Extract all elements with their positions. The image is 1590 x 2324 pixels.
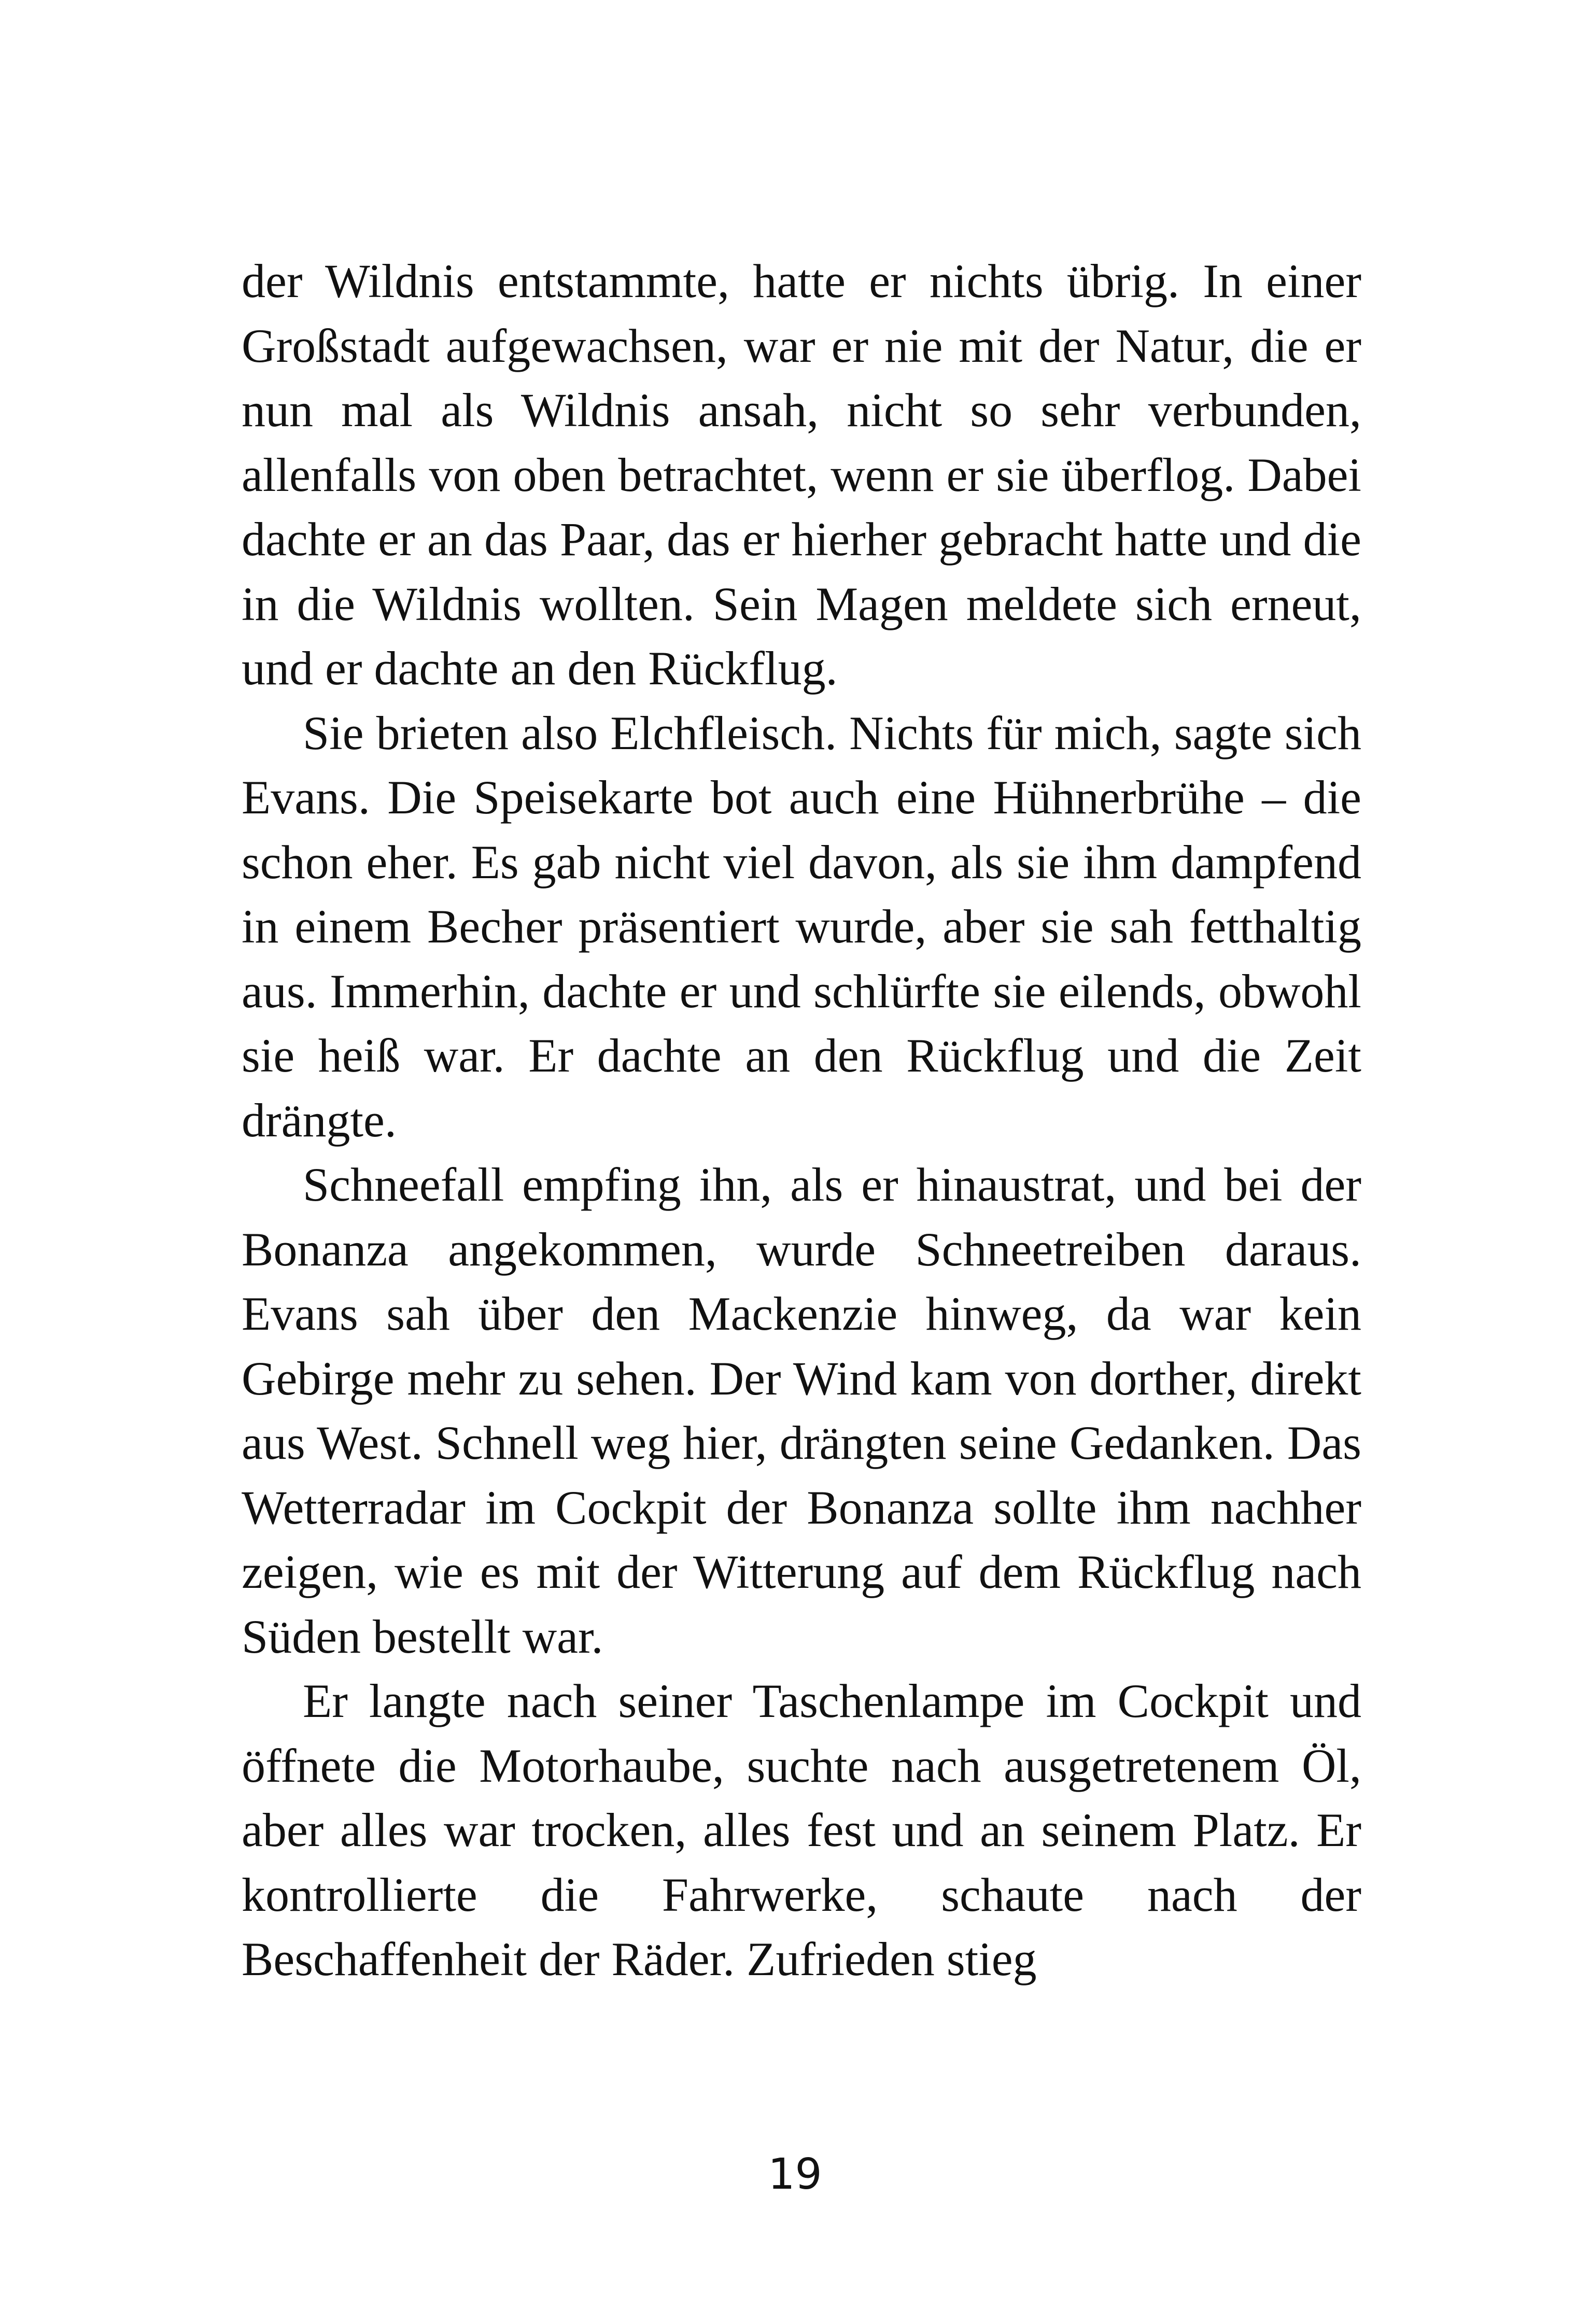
paragraph-1: der Wildnis entstammte, hatte er nichts übrig. In einer Großstadt aufgewachsen, war er nie mit der Natur, die er nun mal als Wildnis ansah, nicht so sehr verbunden, allenfalls von oben betrachtet, wenn er sie überflog. Dabei dachte er an das Paar, das er hierher gebracht hatte und die in die Wildnis wollten. Sein Magen meldete sich erneut, und er dachte an den Rückflug. (242, 255, 1361, 695)
paragraph-2: Sie brieten also Elchfleisch. Nichts für mich, sagte sich Evans. Die Speisekarte bot auch eine Hühnerbrühe – die schon eher. Es gab nicht viel davon, als sie ihm dampfend in einem Becher präsentiert wurde, aber sie sah fetthaltig aus. Immerhin, dachte er und schlürfte sie eilends, obwohl sie heiß war. Er dachte an den Rückflug und die Zeit drängte. (242, 706, 1361, 1147)
body-text (242, 249, 1361, 1992)
page-number: 19 (768, 2150, 822, 2199)
paragraph-4: Er langte nach seiner Taschenlampe im Cockpit und öffnete die Motorhaube, suchte nach ausgetretenem Öl, aber alles war trocken, alles fest und an seinem Platz. Er kontrollierte die Fahrwerke, schaute nach der Beschaffenheit der Räder. Zufrieden stieg (242, 1674, 1361, 1985)
paragraph-3: Schneefall empfing ihn, als er hinaustrat, und bei der Bonanza angekommen, wurde Schneetreiben daraus. Evans sah über den Mackenzie hinweg, da war kein Gebirge mehr zu sehen. Der Wind kam von dorther, direkt aus West. Schnell weg hier, drängten seine Gedanken. Das Wetterradar im Cockpit der Bonanza sollte ihm nachher zeigen, wie es mit der Witterung auf dem Rückflug nach Süden bestellt war. (242, 1158, 1361, 1663)
